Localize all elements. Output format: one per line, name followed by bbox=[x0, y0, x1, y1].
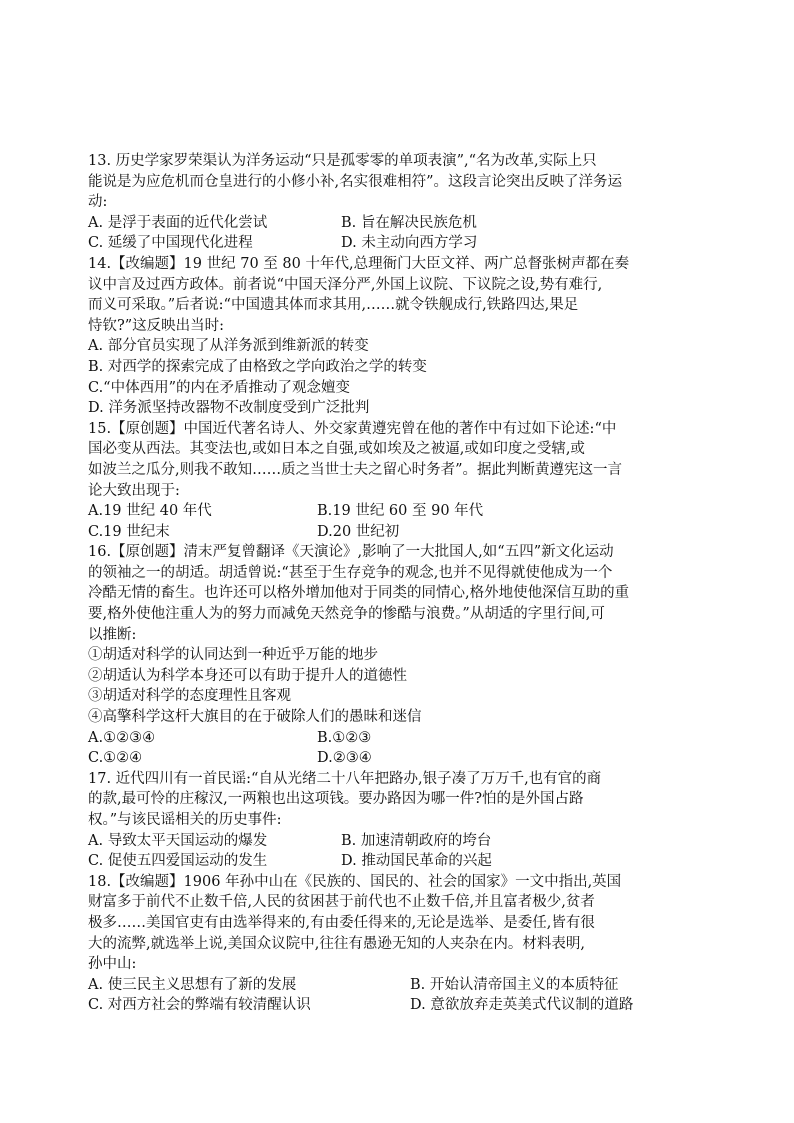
question-stem-line: 的领袖之一的胡适。胡适曾说:“甚至于生存竞争的观念,也并不见得就使他成为一个 bbox=[88, 564, 613, 581]
question-13 bbox=[88, 151, 704, 254]
option-b: B. 旨在解决民族危机 bbox=[341, 214, 477, 231]
question-stem-line: 财富多于前代不止数千倍,人民的贫困甚于前代也不止数千倍,并且富者极少,贫者 bbox=[88, 894, 595, 911]
options-row bbox=[88, 851, 704, 872]
option-c: C.①②④ bbox=[88, 750, 143, 767]
question-stem-line: 孙中山: bbox=[88, 956, 137, 973]
question-stem-line: 的款,最可怜的庄稼汉,一两粮也出这项钱。要办路因为哪一件?怕的是外国占路 bbox=[88, 791, 584, 808]
question-stem-line: 15.【原创题】中国近代著名诗人、外交家黄遵宪曾在他的著作中有过如下论述:“中 bbox=[88, 420, 617, 437]
options-row bbox=[88, 831, 704, 852]
options-row bbox=[88, 522, 704, 543]
option-d: D. 未主动向西方学习 bbox=[341, 235, 478, 252]
question-stem-line: 极多……美国官吏有由选举得来的,有由委任得来的,无论是选举、是委任,皆有很 bbox=[88, 914, 595, 931]
options-row bbox=[88, 748, 704, 769]
option-d: D. 洋务派坚持改器物不改制度受到广泛批判 bbox=[88, 400, 370, 417]
question-stem-line: 恃钦?”这反映出当时: bbox=[88, 317, 225, 334]
option-b: B. 加速清朝政府的垮台 bbox=[341, 832, 492, 849]
option-d: D.20 世纪初 bbox=[317, 523, 400, 540]
question-stem-line: 18.【改编题】1906 年孙中山在《民族的、国民的、社会的国家》一文中指出,英国 bbox=[88, 873, 622, 890]
options-row bbox=[88, 213, 704, 234]
options-row bbox=[88, 728, 704, 749]
option-a: A. 部分官员实现了从洋务派到维新派的转变 bbox=[88, 338, 369, 355]
options-row bbox=[88, 975, 704, 996]
question-stem-line: 13. 历史学家罗荣渠认为洋务运动“只是孤零零的单项表演”,“名为改革,实际上只 bbox=[88, 153, 597, 169]
question-17 bbox=[88, 769, 704, 872]
statement-2: ②胡适认为科学本身还可以有助于提升人的道德性 bbox=[88, 667, 407, 684]
question-stem-line: 动: bbox=[88, 194, 108, 211]
option-a: A.①②③④ bbox=[88, 729, 156, 746]
option-b: B. 开始认清帝国主义的本质特征 bbox=[410, 976, 619, 993]
option-c: C. 延缓了中国现代化进程 bbox=[88, 235, 253, 252]
exam-page bbox=[88, 151, 704, 1016]
option-c: C. 对西方社会的弊端有较清醒认识 bbox=[88, 997, 311, 1014]
question-stem-line: 权。”与该民谣相关的历史事件: bbox=[88, 812, 282, 828]
question-stem-line: 要,格外使他注重人为的努力而减免天然竞争的惨酷与浪费。”从胡适的字里行间,可 bbox=[88, 606, 605, 623]
question-18 bbox=[88, 872, 704, 1016]
question-16 bbox=[88, 542, 704, 769]
question-14 bbox=[88, 254, 704, 419]
statement-1: ①胡适对科学的认同达到一种近乎万能的地步 bbox=[88, 647, 378, 664]
question-stem-line: 16.【原创题】清末严复曾翻译《天演论》,影响了一大批国人,如“五四”新文化运动 bbox=[88, 544, 614, 561]
option-a: A. 是浮于表面的近代化尝试 bbox=[88, 214, 268, 231]
option-d: D. 推动国民革命的兴起 bbox=[341, 853, 492, 870]
option-a: A. 使三民主义思想有了新的发展 bbox=[88, 976, 297, 993]
option-d: D. 意欲放弃走英美式代议制的道路 bbox=[410, 997, 634, 1014]
option-b: B.19 世纪 60 至 90 年代 bbox=[317, 503, 484, 520]
option-c: C.“中体西用”的内在矛盾推动了观念嬗变 bbox=[88, 379, 351, 396]
question-stem-line: 大的流弊,就选举上说,美国众议院中,往往有愚逊无知的人夹杂在内。材料表明, bbox=[88, 935, 585, 952]
question-stem-line: 17. 近代四川有一首民谣:“自从光绪二十八年把路办,银子凑了万万千,也有官的商 bbox=[88, 770, 602, 787]
question-stem-line: 而义可采取。”后者说:“中国遗其体而求其用,……就令铁舰成行,铁路四达,果足 bbox=[88, 297, 579, 314]
question-15 bbox=[88, 419, 704, 543]
statement-3: ③胡适对科学的态度理性且客观 bbox=[88, 688, 291, 705]
question-stem-line: 以推断: bbox=[88, 626, 137, 643]
question-stem-line: 14.【改编题】19 世纪 70 至 80 十年代,总理衙门大臣文祥、两广总督张树声都在奏 bbox=[88, 255, 630, 272]
question-stem-line: 议中言及过西方政体。前者说“中国天泽分严,外国上议院、下议院之设,势有难行, bbox=[88, 276, 603, 293]
options-row bbox=[88, 233, 704, 254]
option-a: A.19 世纪 40 年代 bbox=[88, 503, 212, 520]
question-stem-line: 能说是为应危机而仓皇进行的小修小补,名实很难相符”。这段言论突出反映了洋务运 bbox=[88, 173, 623, 190]
options-row bbox=[88, 501, 704, 522]
option-a: A. 导致太平天国运动的爆发 bbox=[88, 832, 268, 849]
question-stem-line: 国必变从西法。其变法也,或如日本之自强,或如埃及之被逼,或如印度之受辖,或 bbox=[88, 441, 585, 458]
option-c: C.19 世纪末 bbox=[88, 523, 170, 540]
option-d: D.②③④ bbox=[317, 750, 372, 767]
question-stem-line: 论大致出现于: bbox=[88, 482, 180, 499]
option-b: B. 对西学的探索完成了由格致之学向政治之学的转变 bbox=[88, 358, 427, 375]
question-stem-line: 如波兰之瓜分,则我不敢知……质之当世士夫之留心时务者”。据此判断黄遵宪这一言 bbox=[88, 461, 623, 478]
options-row bbox=[88, 995, 704, 1016]
question-stem-line: 冷酷无情的畜生。也许还可以格外增加他对于同类的同情心,格外地使他深信互助的重 bbox=[88, 585, 630, 602]
option-b: B.①②③ bbox=[317, 729, 372, 746]
statement-4: ④高擎科学这杆大旗目的在于破除人们的愚昧和迷信 bbox=[88, 709, 422, 726]
option-c: C. 促使五四爱国运动的发生 bbox=[88, 853, 268, 870]
